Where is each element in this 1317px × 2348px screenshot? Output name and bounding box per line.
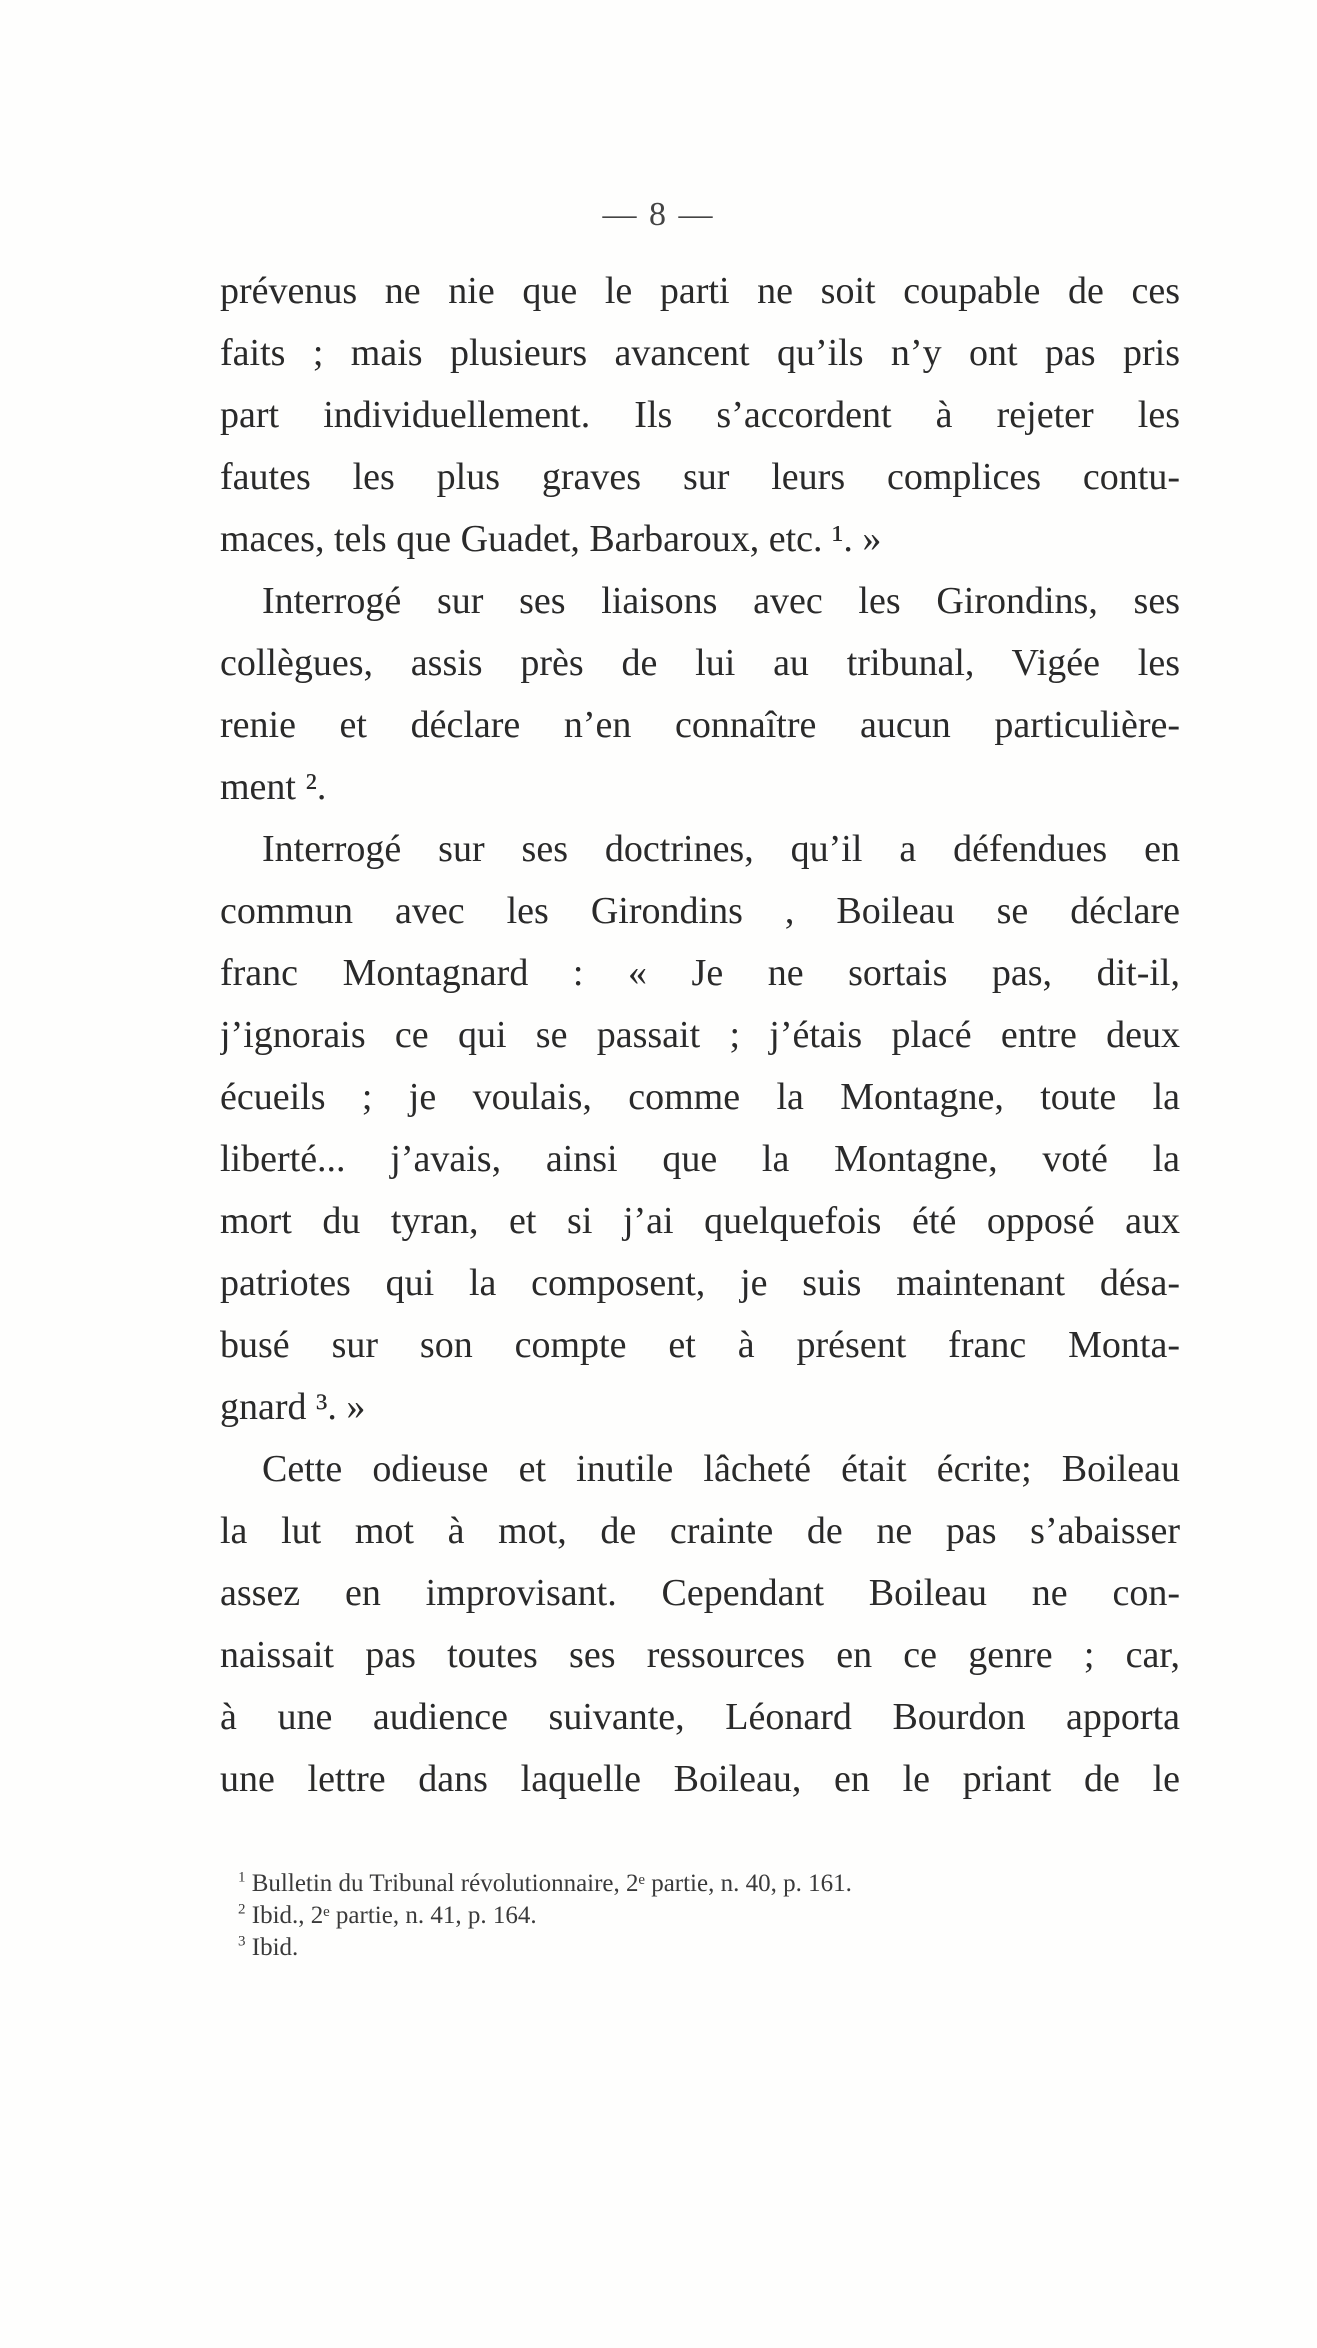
- text-line: la lut mot à mot, de crainte de ne pas s’abaisser: [220, 1510, 1180, 1552]
- text-line: Interrogé sur ses doctrines, qu’il a défendues en: [262, 828, 1180, 870]
- text-line: collègues, assis près de lui au tribunal, Vigée les: [220, 642, 1180, 684]
- footnote-text: Ibid., 2ᵉ partie, n. 41, p. 164.: [251, 1902, 537, 1929]
- footnote-mark: 3: [238, 1933, 246, 1950]
- footnote: [238, 1932, 1178, 1964]
- text-line: à une audience suivante, Léonard Bourdon apporta: [220, 1696, 1180, 1738]
- body-text: [220, 260, 1180, 1810]
- text-line: maces, tels que Guadet, Barbaroux, etc. ¹. »: [220, 518, 882, 560]
- footnote-mark: 1: [238, 1869, 246, 1886]
- footnote-text: Ibid.: [251, 1934, 299, 1961]
- text-line: fautes les plus graves sur leurs complices contu-: [220, 456, 1180, 498]
- text-line: Interrogé sur ses liaisons avec les Girondins, ses: [262, 580, 1180, 622]
- text-line: prévenus ne nie que le parti ne soit coupable de ces: [220, 270, 1180, 312]
- footnotes: [238, 1868, 1178, 1964]
- text-line: une lettre dans laquelle Boileau, en le priant de le: [220, 1758, 1180, 1800]
- page-number: — 8 —: [602, 196, 715, 233]
- text-line: faits ; mais plusieurs avancent qu’ils n’y ont pas pris: [220, 332, 1180, 374]
- text-line: assez en improvisant. Cependant Boileau ne con-: [220, 1572, 1180, 1614]
- text-line: patriotes qui la composent, je suis maintenant désa-: [220, 1262, 1180, 1304]
- text-line: mort du tyran, et si j’ai quelquefois été opposé aux: [220, 1200, 1180, 1242]
- footnote-mark: 2: [238, 1901, 246, 1918]
- footnote: [238, 1868, 1178, 1900]
- text-line: part individuellement. Ils s’accordent à rejeter les: [220, 394, 1180, 436]
- text-line: écueils ; je voulais, comme la Montagne, toute la: [220, 1076, 1180, 1118]
- text-line: franc Montagnard : « Je ne sortais pas, dit-il,: [220, 952, 1180, 994]
- text-line: naissait pas toutes ses ressources en ce genre ; car,: [220, 1634, 1180, 1676]
- text-line: j’ignorais ce qui se passait ; j’étais placé entre deux: [220, 1014, 1180, 1056]
- text-line: ment ².: [220, 766, 327, 808]
- text-line: busé sur son compte et à présent franc Monta-: [220, 1324, 1180, 1366]
- text-line: liberté... j’avais, ainsi que la Montagne, voté la: [220, 1138, 1180, 1180]
- text-line: commun avec les Girondins , Boileau se déclare: [220, 890, 1180, 932]
- footnote-text: Bulletin du Tribunal révolutionnaire, 2ᵉ partie, n. 40, p. 161.: [251, 1870, 852, 1897]
- text-line: gnard ³. »: [220, 1386, 366, 1428]
- text-line: Cette odieuse et inutile lâcheté était écrite; Boileau: [262, 1448, 1180, 1490]
- footnote: [238, 1900, 1178, 1932]
- text-line: renie et déclare n’en connaître aucun particulière-: [220, 704, 1180, 746]
